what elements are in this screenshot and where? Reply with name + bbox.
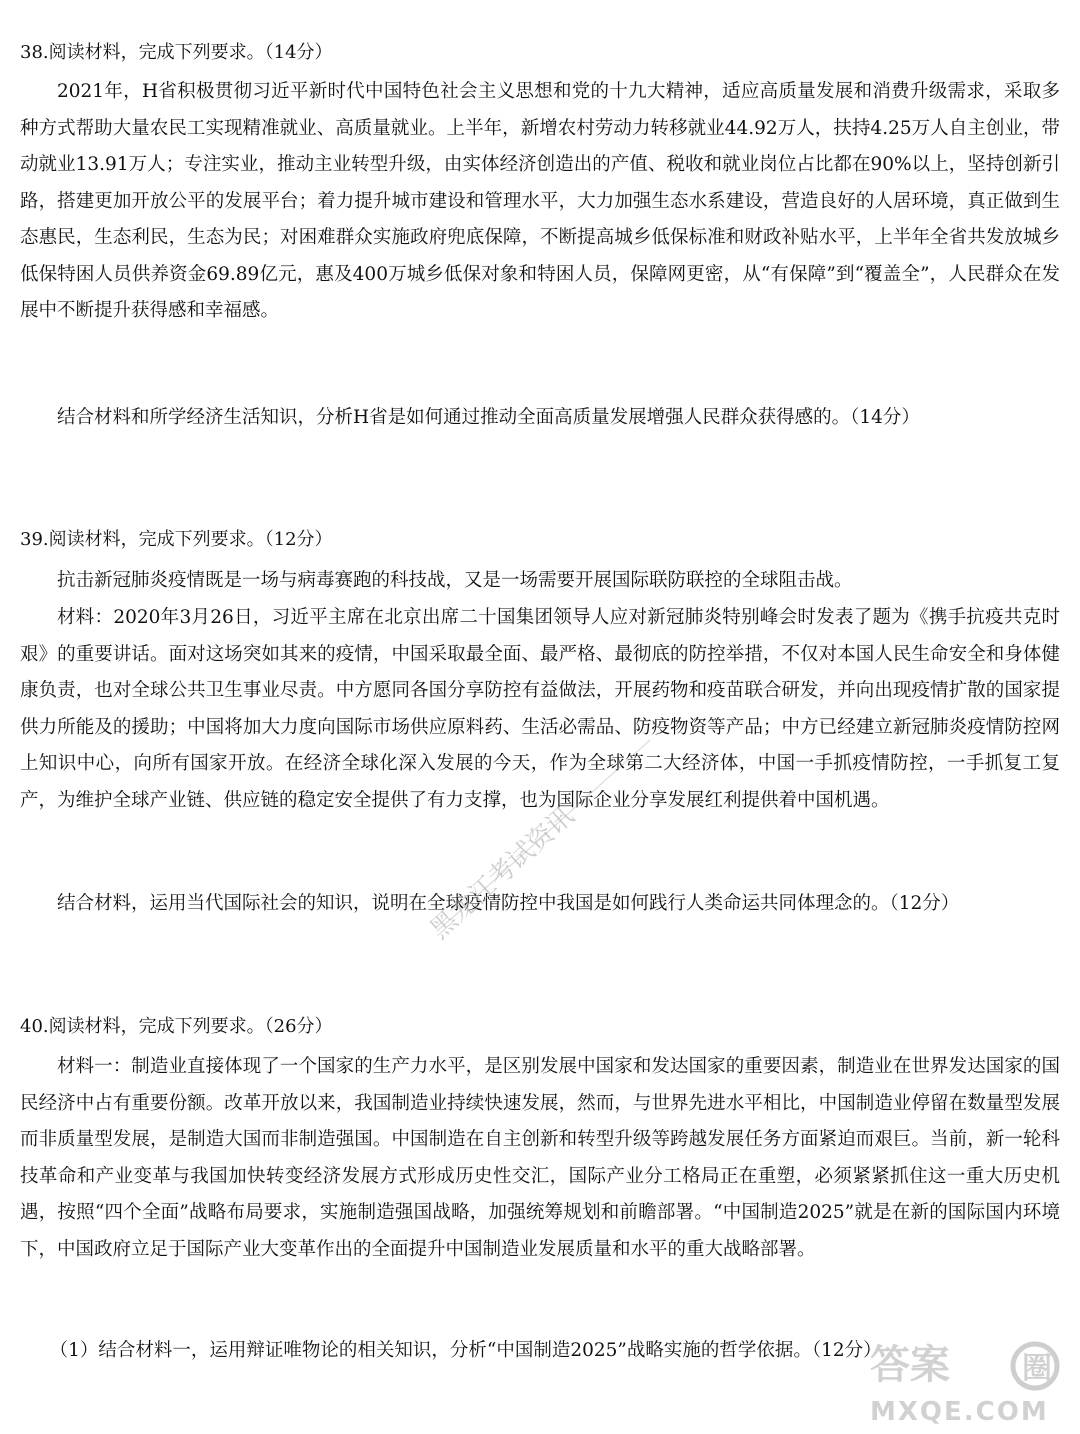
question-38-title: 38.阅读材料，完成下列要求。（14分） <box>20 42 333 63</box>
svg-text:圈: 圈 <box>1022 1351 1052 1386</box>
question-39-prompt: 结合材料，运用当代国际社会的知识，说明在全球疫情防控中我国是如何践行人类命运共同体理念的。（12分） <box>57 893 960 914</box>
question-38-prompt: 结合材料和所学经济生活知识，分析H省是如何通过推动全面高质量发展增强人民群众获得感的。（14分） <box>57 407 920 428</box>
question-39-intro: 抗击新冠肺炎疫情既是一场与病毒赛跑的科技战，又是一场需要开展国际联防联控的全球阻击战。 <box>57 570 853 591</box>
question-39-title: 39.阅读材料，完成下列要求。（12分） <box>20 529 333 550</box>
svg-text:答案: 答案 <box>870 1342 950 1388</box>
question-40-sub-prompt-1: （1）结合材料一，运用辩证唯物论的相关知识，分析“中国制造2025”战略实施的哲学依据。（12分） <box>49 1340 882 1361</box>
question-38-material: 2021年，H省积极贯彻习近平新时代中国特色社会主义思想和党的十九大精神，适应高质量发展和消费升级需求，采取多种方式帮助大量农民工实现精准就业、高质量就业。上半年，新增农村劳动力转移就业44.92万人，扶持4.25万人自主创业，带动就业13.91万人；专注实业，推动主业转型升级，由实体经济创造出的产值、税收和就业岗位占比都在90%以上，坚持创新引路，搭建更加开放公平的发展平台；着力提升城市建设和管理水平，大力加强生态水系建设，营造良好的人居环境，真正做到生态惠民，生态利民，生态为民；对困难群众实施政府兜底保障，不断提高城乡低保标准和财政补贴水平，上半年全省共发放城乡低保特困人员供养资金69.89亿元，惠及400万城乡低保对象和特困人员，保障网更密，从“有保障”到“覆盖全”，人民群众在发展中不断提升获得感和幸福感。 <box>20 81 1060 321</box>
question-40-material: 材料一：制造业直接体现了一个国家的生产力水平，是区别发展中国家和发达国家的重要因素，制造业在世界发达国家的国民经济中占有重要份额。改革开放以来，我国制造业持续快速发展，然而，与世界先进水平相比，中国制造业停留在数量型发展而非质量型发展，是制造大国而非制造强国。中国制造在自主创新和转型升级等跨越发展任务方面紧迫而艰巨。当前，新一轮科技革命和产业变革与我国加快转变经济发展方式形成历史性交汇，国际产业分工格局正在重塑，必须紧紧抓住这一重大历史机遇，按照“四个全面”战略布局要求，实施制造强国战略，加强统筹规划和前瞻部署。“中国制造2025”就是在新的国际国内环境下，中国政府立足于国际产业大变革作出的全面提升中国制造业发展质量和水平的重大战略部署。 <box>20 1056 1060 1260</box>
question-40-title: 40.阅读材料，完成下列要求。（26分） <box>20 1016 333 1037</box>
question-39-material: 材料：2020年3月26日，习近平主席在北京出席二十国集团领导人应对新冠肺炎特别峰会时发表了题为《携手抗疫共克时艰》的重要讲话。面对这场突如其来的疫情，中国采取最全面、最严格、最彻底的防控举措，不仅对本国人民生命安全和身体健康负责，也对全球公共卫生事业尽责。中方愿同各国分享防控有益做法，开展药物和疫苗联合研发，并向出现疫情扩散的国家提供力所能及的援助；中国将加大力度向国际市场供应原料药、生活必需品、防疫物资等产品；中方已经建立新冠肺炎疫情防控网上知识中心，向所有国家开放。在经济全球化深入发展的今天，作为全球第二大经济体，中国一手抓疫情防控，一手抓复工复产，为维护全球产业链、供应链的稳定安全提供了有力支撑，也为国际企业分享发展红利提供着中国机遇。 <box>20 607 1060 811</box>
svg-text:黑龙江考试资讯: 黑龙江考试资讯 <box>424 801 580 946</box>
svg-text:MXQE.COM: MXQE.COM <box>870 1397 1049 1427</box>
